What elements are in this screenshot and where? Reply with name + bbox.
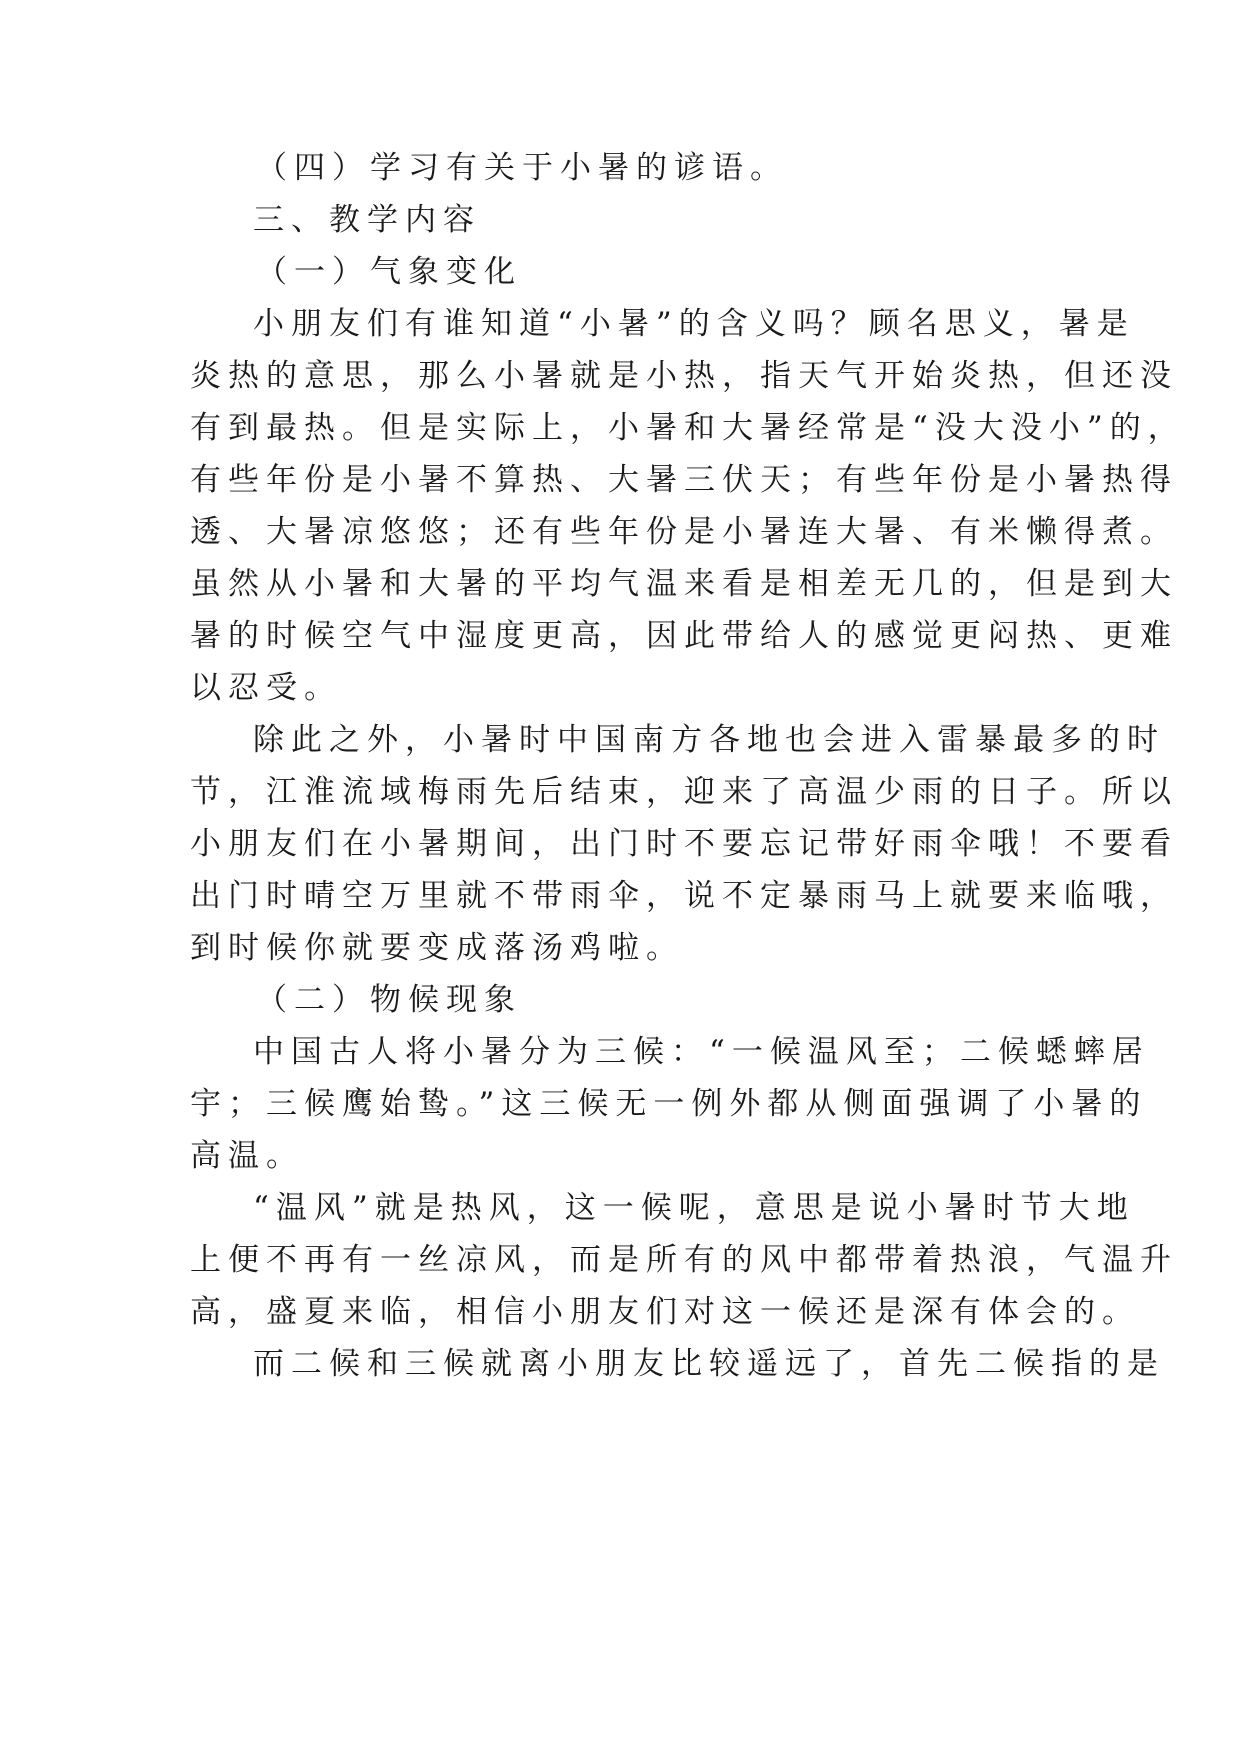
paragraph-line: 暑的时候空气中湿度更高，因此带给人的感觉更闷热、更难 (190, 618, 1178, 654)
paragraph-line: 有些年份是小暑不算热、大暑三伏天；有些年份是小暑热得 (190, 462, 1178, 498)
paragraph-line: 除此之外，小暑时中国南方各地也会进入雷暴最多的时 (253, 722, 1165, 758)
paragraph-line: 小朋友们有谁知道“小暑”的含义吗？顾名思义，暑是 (253, 306, 1135, 342)
subheading-weather-changes: （一）气象变化 (256, 254, 522, 290)
paragraph-line: 中国古人将小暑分为三候：“一候温风至；二候蟋蟀居 (253, 1034, 1150, 1070)
paragraph-line: 炎热的意思，那么小暑就是小热，指天气开始炎热，但还没 (190, 358, 1178, 394)
paragraph-line: 宇；三候鹰始鸷。”这三候无一例外都从侧面强调了小暑的 (190, 1086, 1148, 1122)
paragraph-line: 高，盛夏来临，相信小朋友们对这一候还是深有体会的。 (190, 1294, 1140, 1330)
subheading-proverbs: （四）学习有关于小暑的谚语。 (256, 150, 788, 186)
paragraph-line: 出门时晴空万里就不带雨伞，说不定暴雨马上就要来临哦， (190, 878, 1178, 914)
paragraph-line: “温风”就是热风，这一候呢，意思是说小暑时节大地 (253, 1190, 1135, 1226)
paragraph-line: 上便不再有一丝凉风，而是所有的风中都带着热浪，气温升 (190, 1242, 1178, 1278)
paragraph-line: 而二候和三候就离小朋友比较遥远了，首先二候指的是 (253, 1346, 1165, 1382)
paragraph-line: 节，江淮流域梅雨先后结束，迎来了高温少雨的日子。所以 (190, 774, 1178, 810)
paragraph-line: 虽然从小暑和大暑的平均气温来看是相差无几的，但是到大 (190, 566, 1178, 602)
paragraph-line: 高温。 (190, 1138, 304, 1174)
section-heading-teaching-content: 三、教学内容 (253, 202, 481, 238)
paragraph-line: 到时候你就要变成落汤鸡啦。 (190, 930, 684, 966)
paragraph-line: 透、大暑凉悠悠；还有些年份是小暑连大暑、有米懒得煮。 (190, 514, 1178, 550)
subheading-phenology: （二）物候现象 (256, 982, 522, 1018)
paragraph-line: 有到最热。但是实际上，小暑和大暑经常是“没大没小”的， (190, 410, 1186, 446)
paragraph-line: 小朋友们在小暑期间，出门时不要忘记带好雨伞哦！不要看 (190, 826, 1178, 862)
paragraph-line: 以忍受。 (190, 670, 342, 706)
